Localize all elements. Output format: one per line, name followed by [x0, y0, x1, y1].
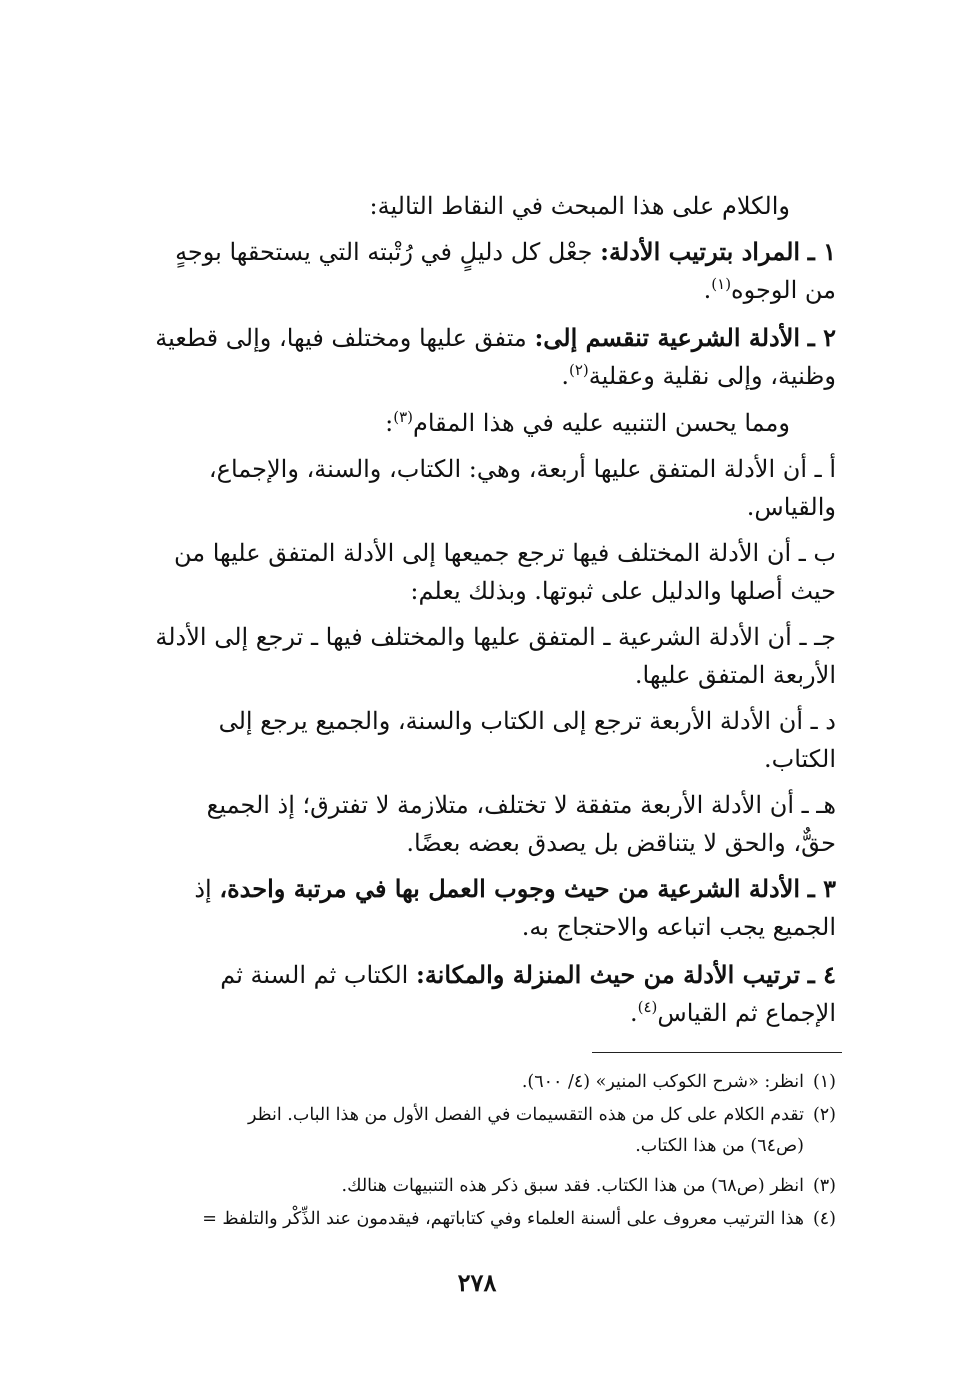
note-c-line-2: الأربعة المتفق عليها.: [634, 661, 836, 689]
footnote-1-text: انظر: «شرح الكوكب المنير» (٤/ ٦٠٠).: [521, 1072, 804, 1092]
point-4-end: .: [629, 999, 638, 1027]
point-2-text: متفق عليها ومختلف فيها، وإلى قطعية: [155, 324, 527, 352]
point-2-heading: الأدلة الشرعية تنقسم إلى:: [534, 323, 801, 352]
point-3-number: ٣ ـ: [807, 874, 836, 903]
footnote-1-number: (١): [812, 1072, 836, 1092]
point-3-heading: الأدلة الشرعية من حيث وجوب العمل بها في مرتبة واحدة،: [219, 874, 801, 903]
point-2-number: ٢ ـ: [807, 323, 836, 352]
note-d-line-1: د ـ أن الأدلة الأربعة ترجع إلى الكتاب والسنة، والجميع يرجع إلى: [218, 707, 836, 735]
footnote-ref-2[interactable]: (٢): [568, 361, 589, 379]
point-1-text-2: من الوجوه: [731, 276, 836, 304]
footnote-2-text: تقدم الكلام على كل من هذه التقسيمات في الفصل الأول من هذا الباب. انظر: [247, 1105, 804, 1125]
point-1-end: .: [703, 276, 712, 304]
point-1-text: جعْل كل دليلٍ في رُتْبته التي يستحقها بوجهٍ: [175, 238, 593, 266]
point-4-number: ٤ ـ: [807, 960, 836, 989]
footnote-separator: [592, 1052, 842, 1053]
note-b-line-2: حيث أصلها والدليل على ثبوتها. وبذلك يعلم:: [410, 577, 836, 605]
footnote-2-text-2: (ص٦٤) من هذا الكتاب.: [635, 1136, 804, 1156]
point-2-text-2: وظنية، وإلى نقلية وعقلية: [588, 362, 836, 390]
point-2-line-2: [114, 353, 836, 399]
point-3-tail: إذ: [194, 875, 212, 903]
footnote-3-number: (٣): [812, 1176, 836, 1196]
footnote-2-number: (٢): [812, 1105, 836, 1125]
point-4-text-2: الإجماع ثم القياس: [657, 999, 836, 1027]
point-4-text: الكتاب ثم السنة ثم: [220, 961, 409, 989]
point-3-line-2: الجميع يجب اتباعه والاحتجاج به.: [521, 913, 836, 941]
footnote-ref-3[interactable]: (٣): [393, 408, 413, 426]
footnote-ref-1[interactable]: (١): [711, 275, 732, 293]
notes-intro-text: ومما يحسن التنبيه عليه في هذا المقام: [412, 409, 790, 437]
point-1-heading: المراد بترتيب الأدلة:: [600, 237, 801, 266]
footnote-4-text: هذا الترتيب معروف على ألسنة العلماء وفي كتاباتهم، فيقدمون عند الذِّكْر والتلفظ =: [202, 1209, 804, 1229]
point-4-heading: ترتيب الأدلة من حيث المنزلة والمكانة:: [415, 960, 801, 989]
note-b-line-1: ب ـ أن الأدلة المختلف فيها ترجع جميعها إلى الأدلة المتفق عليها من: [173, 539, 836, 567]
note-e-line-1: هـ ـ أن الأدلة الأربعة متفقة لا تختلف، متلازمة لا تفترق؛ إذ الجميع: [206, 791, 836, 819]
note-d-line-2: الكتاب.: [763, 745, 836, 773]
notes-intro: [114, 400, 790, 446]
note-a-line-2: والقياس.: [746, 493, 836, 521]
note-c-line-1: جـ ـ أن الأدلة الشرعية ـ المتفق عليها والمختلف فيها ـ ترجع إلى الأدلة: [155, 623, 836, 651]
note-e-line-2: حقٌّ، والحق لا يتناقض بل يصدق بعضه بعضًا.: [406, 829, 836, 857]
page-number: ٢٧٨: [457, 1268, 497, 1297]
footnote-3-text: انظر (ص٦٨) من هذا الكتاب. فقد سبق ذكر هذه التنبيهات هنالك.: [341, 1176, 804, 1196]
footnote-4-number: (٤): [812, 1209, 836, 1229]
point-4-line-2: [114, 990, 836, 1036]
point-2-end: .: [561, 362, 569, 390]
footnote-ref-4[interactable]: (٤): [637, 998, 658, 1016]
notes-intro-end: :: [385, 409, 394, 437]
point-1-number: ١ ـ: [807, 237, 836, 266]
note-a-line-1: أ ـ أن الأدلة المتفق عليها أربعة، وهي: الكتاب، والسنة، والإجماع،: [208, 455, 836, 483]
point-1-line-2: [114, 267, 836, 313]
intro-line: والكلام على هذا المبحث في النقاط التالية:: [369, 192, 790, 220]
